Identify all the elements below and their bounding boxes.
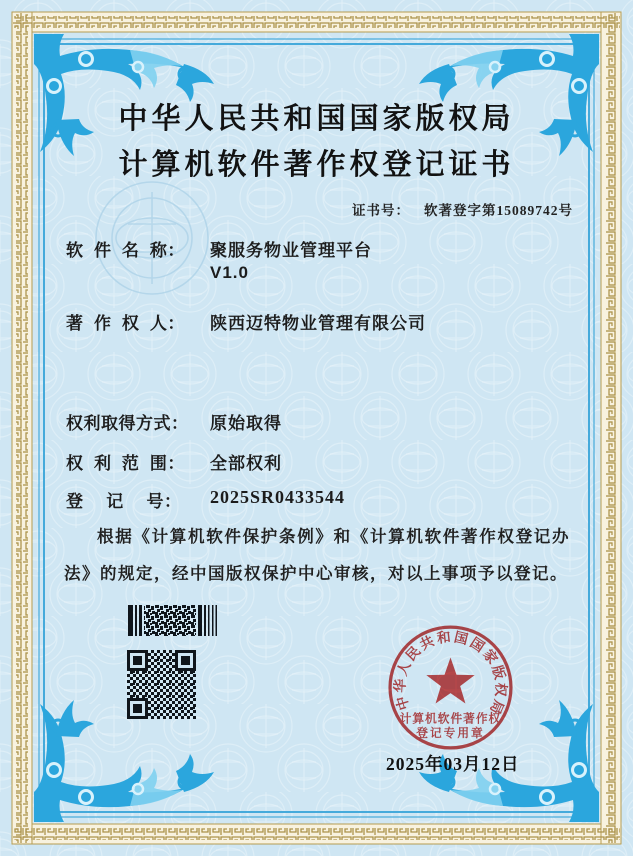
field-row-rights-scope — [66, 449, 282, 474]
seal-arc-text: 中华人民共和国国家版权局 — [392, 629, 509, 719]
field-row-registration-number — [66, 487, 346, 512]
seal-text-line2: 登记专用章 — [416, 726, 485, 740]
seal-text-line1: 计算机软件著作权 — [399, 712, 502, 726]
field-label: 权 利 范 围： — [66, 454, 185, 473]
barcode-icon — [128, 605, 218, 636]
issue-date: 2025年03月12日 — [386, 754, 520, 774]
field-value: 聚服务物业管理平台 — [210, 241, 372, 260]
field-label: 著 作 权 人： — [66, 314, 185, 333]
certificate-number-row — [352, 199, 573, 219]
official-seal — [386, 623, 515, 752]
field-value: 原始取得 — [210, 414, 282, 433]
field-row-copyright-owner — [66, 309, 426, 334]
field-row-acquisition-method — [66, 409, 282, 434]
field-label: 登 记 号： — [66, 492, 182, 511]
certificate-title-line1: 中华人民共和国国家版权局 — [118, 103, 515, 135]
certificate-title-line2: 计算机软件著作权登记证书 — [118, 149, 515, 181]
certificate-number-label: 证书号： — [352, 203, 410, 218]
field-label: 软 件 名 称： — [66, 241, 185, 260]
field-value: 陕西迈特物业管理有限公司 — [210, 314, 426, 333]
certificate-number-value: 软著登字第15089742号 — [424, 203, 573, 218]
star-icon — [426, 658, 474, 704]
field-value: 全部权利 — [210, 454, 282, 473]
field-row-software-name — [66, 236, 372, 261]
field-label: 权利取得方式： — [66, 414, 189, 433]
body-paragraph: 根据《计算机软件保护条例》和《计算机软件著作权登记办法》的规定，经中国版权保护中心审核，对以上事项予以登记。 — [64, 528, 570, 583]
field-value: 2025SR0433544 — [210, 487, 346, 507]
qr-code-icon — [127, 650, 196, 719]
field-value-version: V1.0 — [210, 263, 249, 282]
